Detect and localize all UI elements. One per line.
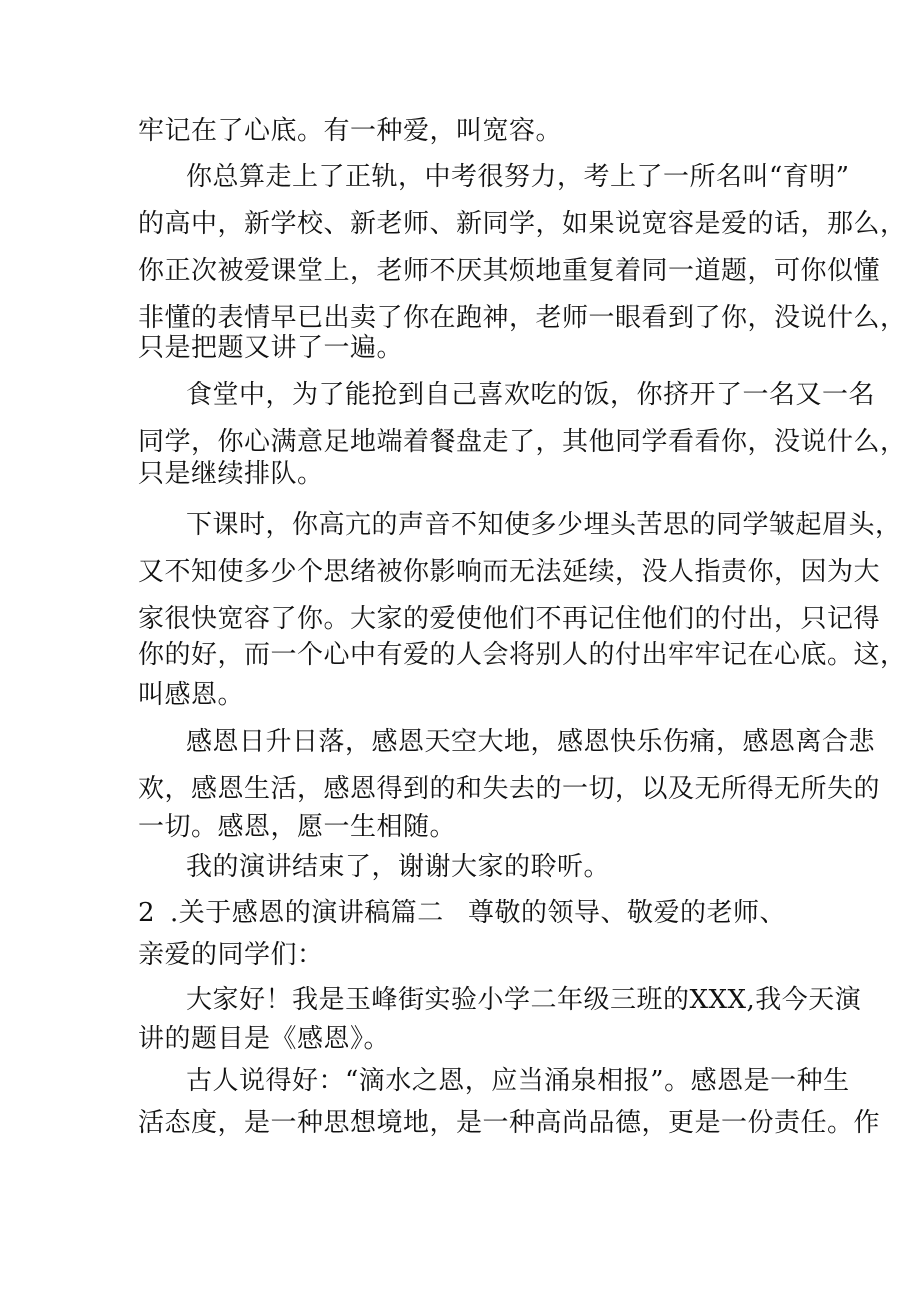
paragraph-line: 下课时，你高亢的声音不知使多少埋头苦思的同学皱起眉头，: [186, 510, 902, 540]
paragraph-line: 只是把题又讲了一遍。: [138, 333, 404, 363]
paragraph-line: 讲的题目是《感恩》。: [138, 1024, 391, 1054]
paragraph-line: 食堂中，为了能抢到自己喜欢吃的饭，你挤开了一名又一名: [186, 380, 876, 410]
greeting-line: 尊敬的领导、敬爱的老师、: [468, 898, 787, 928]
paragraph-line: 感恩日升日落，感恩天空大地，感恩快乐伤痛，感恩离合悲: [186, 727, 876, 757]
paragraph-line: 家很快宽容了你。大家的爱使他们不再记住他们的付出，只记得: [138, 604, 881, 634]
paragraph-line: 的高中，新学校、新老师、新同学，如果说宽容是爱的话，那么，: [138, 209, 907, 239]
paragraph-line: 大家好！我是玉峰街实验小学二年级三班的XXX,我今天演: [186, 985, 862, 1015]
paragraph-line: 牢记在了心底。有一种爱，叫宽容。: [138, 116, 563, 146]
paragraph-line: 你正次被爱课堂上，老师不厌其烦地重复着同一道题，可你似懂: [138, 256, 881, 286]
paragraph-line: 你总算走上了正轨，中考很努力，考上了一所名叫“育明”: [186, 162, 850, 192]
paragraph-line: 古人说得好：“滴水之恩，应当涌泉相报”。感恩是一种生: [186, 1066, 850, 1096]
paragraph-line: 欢，感恩生活，感恩得到的和失去的一切，以及无所得无所失的: [138, 774, 881, 804]
heading-title: .关于感恩的演讲稿篇二: [170, 898, 444, 928]
paragraph-line: 我的演讲结束了，谢谢大家的聆听。: [186, 852, 611, 882]
paragraph-line: 亲爱的同学们：: [138, 940, 324, 970]
heading-number: 2: [138, 898, 156, 928]
paragraph-line: 非懂的表情早已出卖了你在跑神，老师一眼看到了你，没说什么，: [138, 303, 907, 333]
paragraph-line: 活态度，是一种思想境地，是一种高尚品德，更是一份责任。作: [138, 1108, 881, 1138]
section-heading: [138, 898, 787, 928]
paragraph-line: 只是继续排队。: [138, 459, 324, 489]
paragraph-line: 同学，你心满意足地端着餐盘走了，其他同学看看你，没说什么，: [138, 427, 907, 457]
paragraph-line: 叫感恩。: [138, 680, 245, 710]
paragraph-line: 一切。感恩，愿一生相随。: [138, 812, 457, 842]
paragraph-line: 你的好，而一个心中有爱的人会将别人的付出牢牢记在心底。这，: [138, 640, 907, 670]
paragraph-line: 又不知使多少个思绪被你影响而无法延续，没人指责你，因为大: [138, 557, 881, 587]
